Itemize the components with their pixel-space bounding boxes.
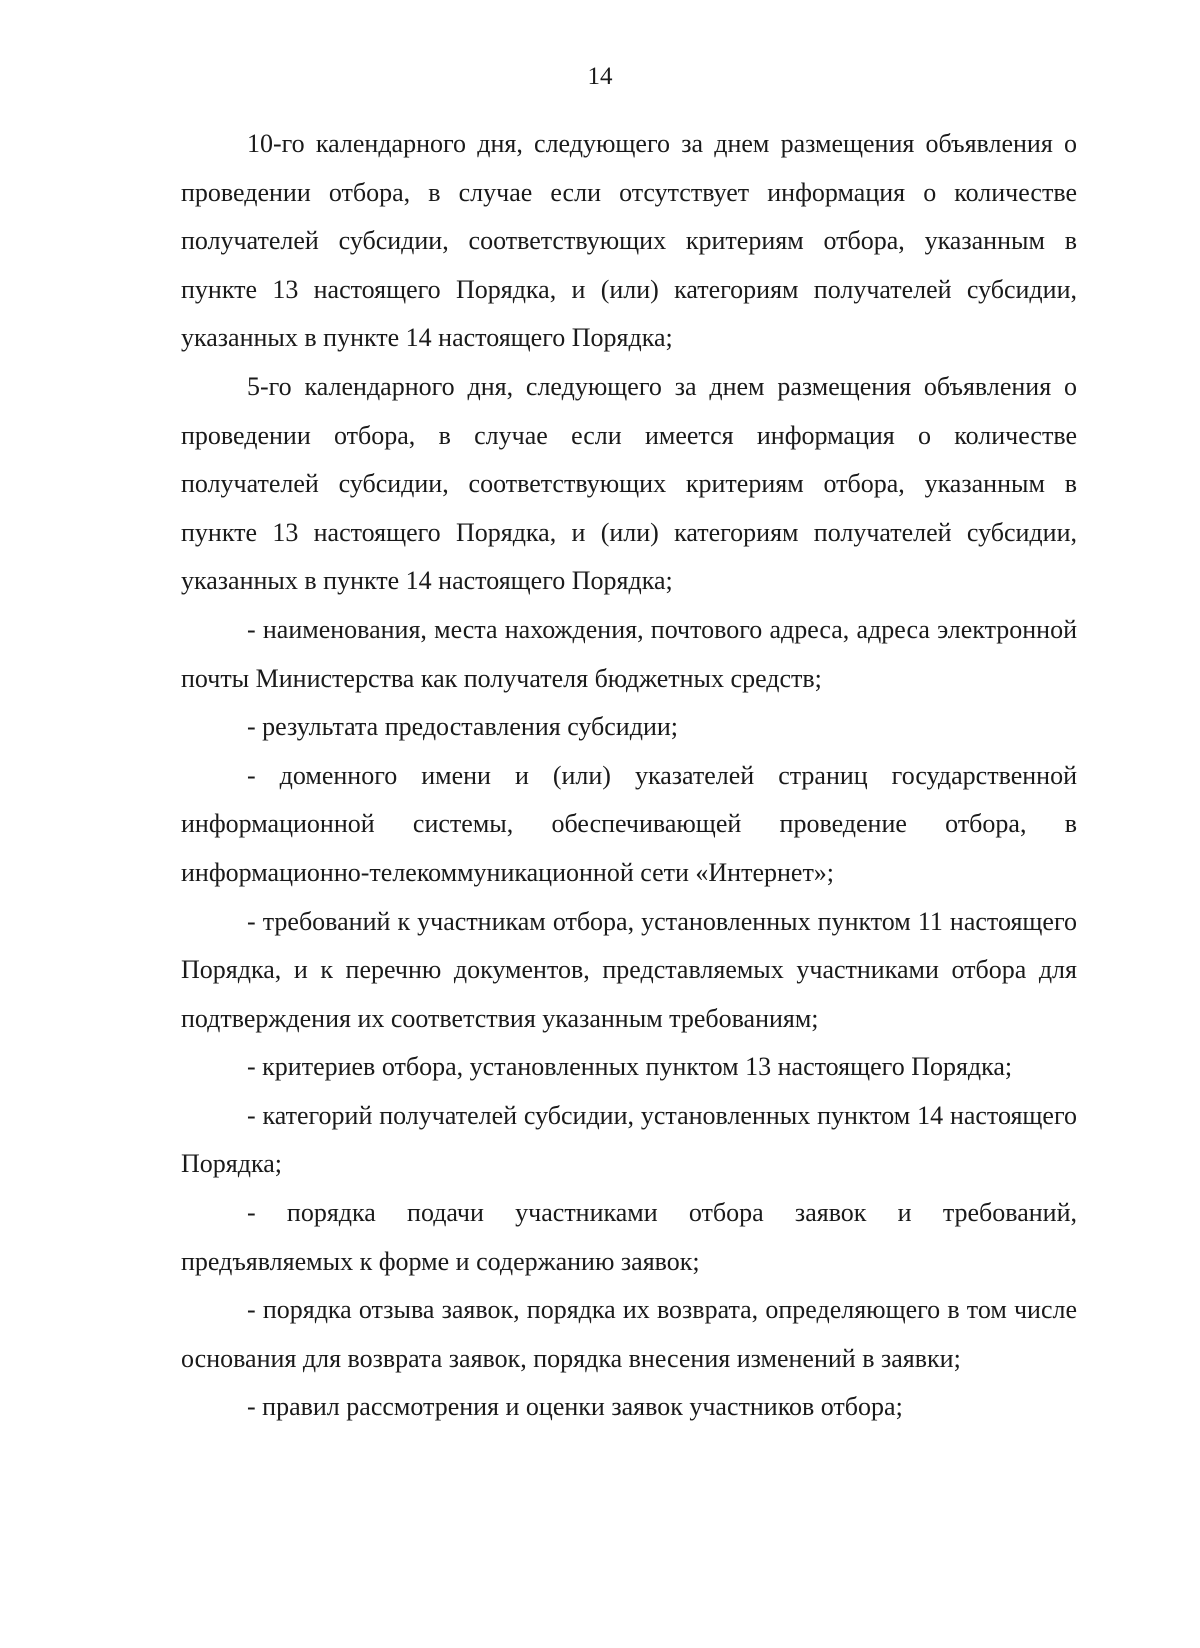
document-body: [181, 120, 1077, 1432]
list-item-review-rules: - правил рассмотрения и оценки заявок участников отбора;: [247, 1392, 903, 1422]
page-number: 14: [587, 63, 613, 90]
paragraph-deadline-10-day: 10-го календарного дня, следующего за днем размещения объявления о проведении отбора, в случае если отсутствует информация о количестве получателей субсидии, соответствующих критериям отбора, указанным в пункте 13 настоящего Порядка, и (или) категориям получателей субсидии, указанных в пункте 14 настоящего Порядка;: [181, 129, 1077, 353]
list-item-recipient-categories: - категорий получателей субсидии, установленных пунктом 14 настоящего Порядка;: [181, 1100, 1077, 1179]
list-item-ministry-details: - наименования, места нахождения, почтового адреса, адреса электронной почты Министерства как получателя бюджетных средств;: [181, 614, 1077, 693]
list-item-selection-criteria: - критериев отбора, установленных пунктом 13 настоящего Порядка;: [247, 1052, 1013, 1082]
list-item-application-procedure: - порядка подачи участниками отбора заявок и требований, предъявляемых к форме и содержанию заявок;: [181, 1198, 1077, 1276]
list-item-withdrawal-procedure: - порядка отзыва заявок, порядка их возврата, определяющего в том числе основания для возврата заявок, порядка внесения изменений в заявки;: [181, 1295, 1077, 1373]
list-item-participant-requirements: - требований к участникам отбора, установленных пунктом 11 настоящего Порядка, и к перечню документов, представляемых участниками отбора для подтверждения их соответствия указанным требованиям;: [181, 906, 1077, 1033]
list-item-domain-name: - доменного имени и (или) указателей страниц государственной информационной системы, обеспечивающей проведение отбора, в информационно-телекоммуникационной сети «Интернет»;: [181, 760, 1077, 887]
paragraph-deadline-5-day: 5-го календарного дня, следующего за днем размещения объявления о проведении отбора, в случае если имеется информация о количестве получателей субсидии, соответствующих критериям отбора, указанным в пункте 13 настоящего Порядка, и (или) категориям получателей субсидии, указанных в пункте 14 настоящего Порядка;: [181, 371, 1077, 596]
list-item-subsidy-result: - результата предоставления субсидии;: [247, 712, 679, 742]
